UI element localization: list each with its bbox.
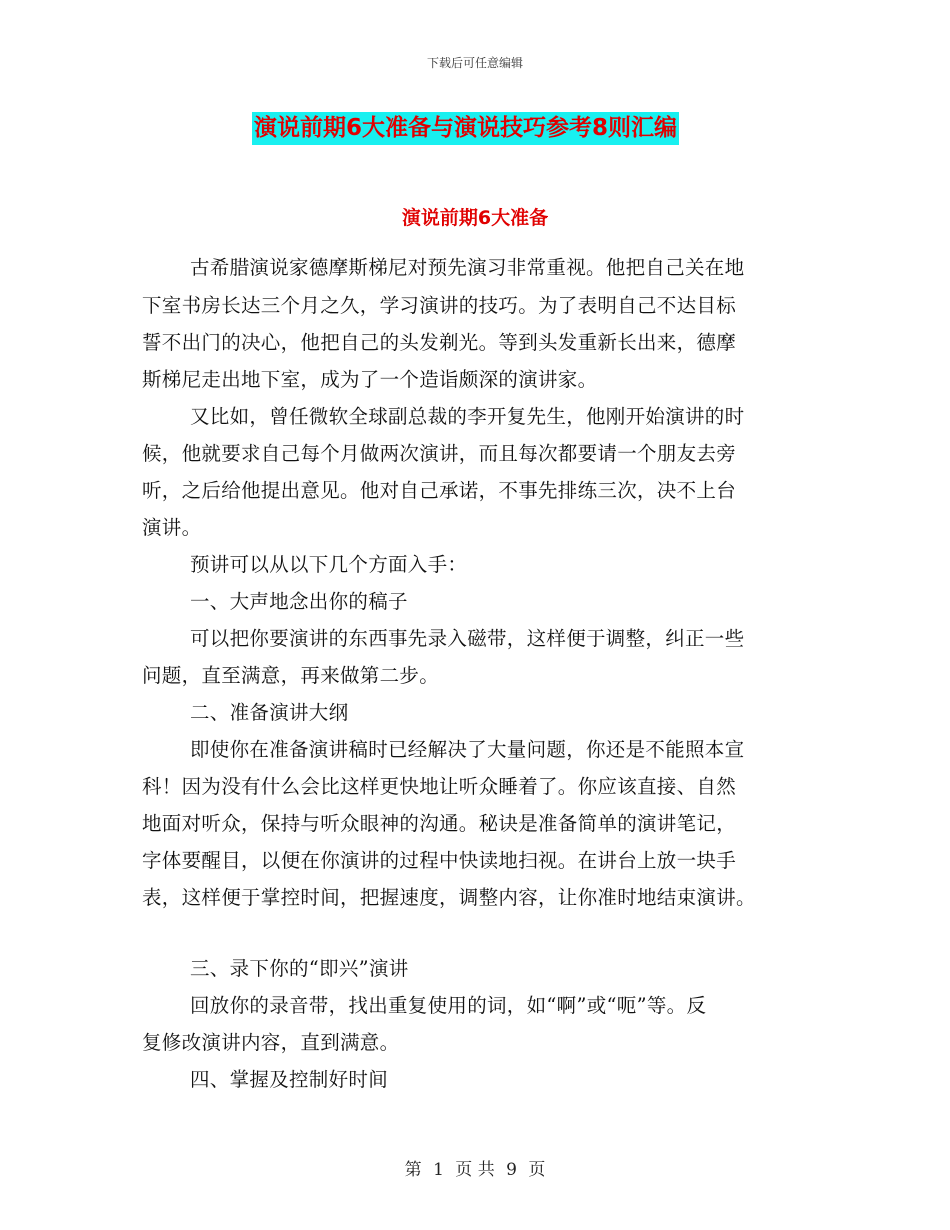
section-title: 演说前期6大准备 [401,207,549,229]
paragraph-line: 表，这样便于掌控时间，把握速度，调整内容，让你准时地结束演讲。 [142,886,756,909]
paragraph-line: 复修改演讲内容，直到满意。 [142,1031,400,1054]
subheading-4: 四、掌握及控制好时间 [190,1068,389,1091]
paragraph-line: 问题，直至满意，再来做第二步。 [142,664,440,687]
footer-middle: 页 共 [455,1160,495,1180]
paragraph-line: 即使你在准备演讲稿时已经解决了大量问题，你还是不能照本宣 [190,738,745,761]
subheading-2: 二、准备演讲大纲 [190,701,349,724]
paragraph-line: 誓不出门的决心，他把自己的头发剃光。等到头发重新长出来，德摩 [142,331,737,354]
paragraph-line: 下室书房长达三个月之久，学习演讲的技巧。为了表明自己不达目标 [142,294,737,317]
paragraph-line: 斯梯尼走出地下室，成为了一个造诣颇深的演讲家。 [142,368,598,391]
footer-suffix: 页 [528,1160,546,1180]
footer-page-number: 1 [433,1160,444,1180]
document-title: 演说前期6大准备与演说技巧参考8则汇编 [252,112,679,145]
paragraph-line: 候，他就要求自己每个月做两次演讲，而且每次都要请一个朋友去旁 [142,442,737,465]
paragraph-line: 科！因为没有什么会比这样更快地让听众睡着了。你应该直接、自然 [142,775,737,798]
subheading-1: 一、大声地念出你的稿子 [190,590,408,613]
paragraph-line: 可以把你要演讲的东西事先录入磁带，这样便于调整，纠正一些 [190,627,745,650]
footer-prefix: 第 [404,1160,422,1180]
paragraph-line: 回放你的录音带，找出重复使用的词，如“啊”或“呃”等。反 [190,994,707,1017]
paragraph-line: 演讲。 [142,516,202,539]
page-header-note: 下载后可任意编辑 [426,56,523,70]
paragraph-line: 古希腊演说家德摩斯梯尼对预先演习非常重视。他把自己关在地 [190,256,745,279]
paragraph-line: 听，之后给他提出意见。他对自己承诺，不事先排练三次，决不上台 [142,479,737,502]
paragraph-line: 字体要醒目，以便在你演讲的过程中快读地扫视。在讲台上放一块手 [142,849,737,872]
subheading-3: 三、录下你的“即兴”演讲 [190,957,409,980]
paragraph-line: 又比如，曾任微软全球副总裁的李开复先生，他刚开始演讲的时 [190,405,745,428]
paragraph-line: 地面对听众，保持与听众眼神的沟通。秘诀是准备简单的演讲笔记， [142,812,737,835]
page-footer [0,1155,950,1180]
paragraph-line: 预讲可以从以下几个方面入手： [190,553,468,576]
footer-total-pages: 9 [506,1160,517,1180]
